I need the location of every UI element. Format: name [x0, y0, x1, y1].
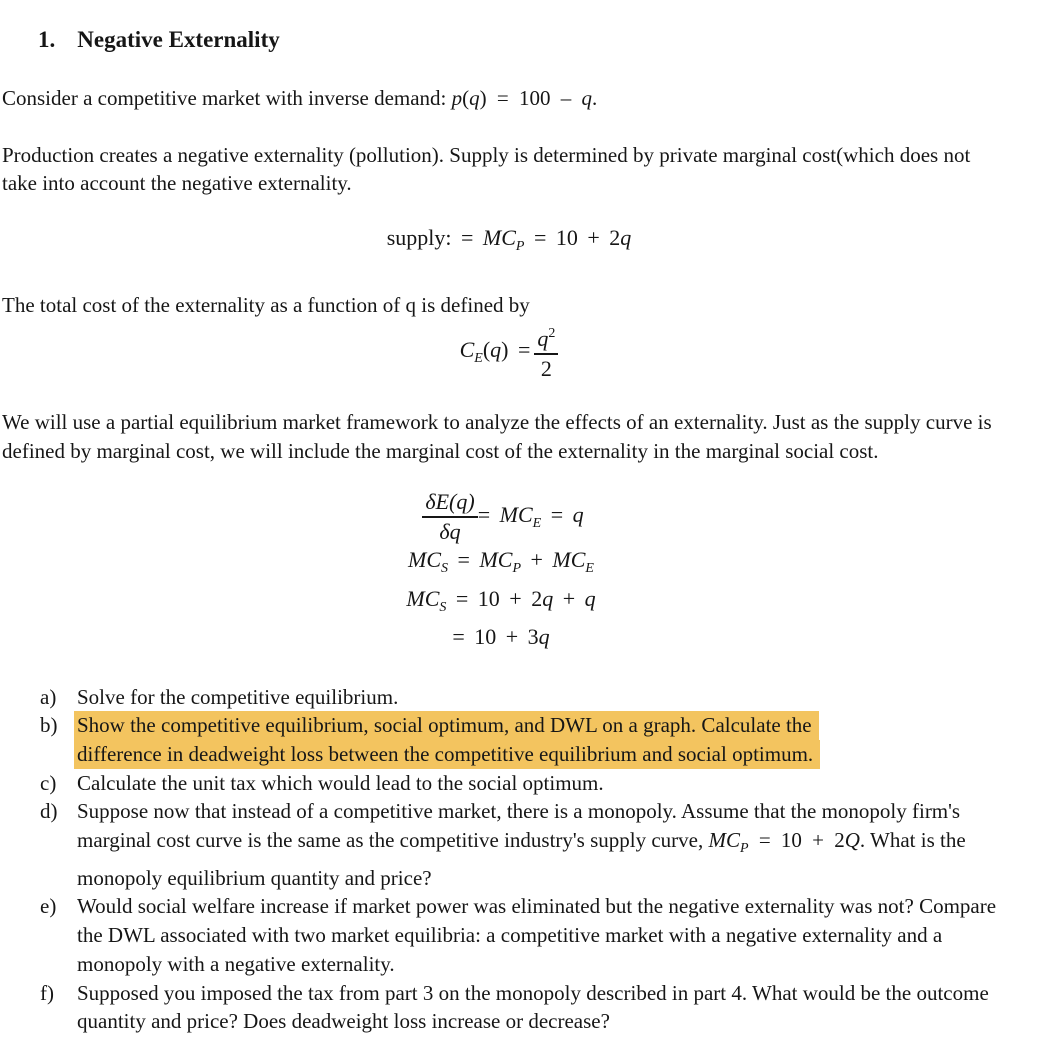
- question-d-tail: . What is the monopoly equilibrium quantity and price?: [77, 827, 966, 890]
- math-plus: +: [553, 585, 585, 611]
- question-e-label: e): [40, 894, 57, 919]
- question-list: [40, 683, 1016, 1036]
- fraction-numerator: [534, 321, 558, 355]
- math-mc: MC: [552, 547, 586, 572]
- question-f-text: Supposed you imposed the tax from part 3 on the monopoly described in part 4. What would be the outcome quantity and price? Does deadweight loss increase or decrease?: [77, 980, 989, 1034]
- question-e-text: Would social welfare increase if market power was eliminated but the negative externality was not? Compare the DWL associated with two market equilibria: a competitive market with a negative externality and a monopoly with a negative externality.: [77, 894, 997, 976]
- equation-block-marginal-social-cost: [0, 489, 1008, 652]
- paragraph-total-cost: The total cost of the externality as a function of q is defined by: [2, 292, 530, 317]
- fraction-denominator: δq: [439, 519, 461, 544]
- math-sub-p: P: [515, 238, 525, 254]
- math-close-paren: ): [501, 336, 509, 362]
- math-equals: =: [508, 336, 531, 362]
- math-exponent: 2: [548, 326, 556, 341]
- math-rhs: = 10 + 2: [748, 827, 845, 852]
- math-rhs: = 10 + 2: [446, 585, 543, 611]
- math-equals: =: [541, 502, 573, 527]
- equation-supply: [2, 222, 1016, 263]
- highlight-text: Show the competitive equilibrium, social optimum, and DWL on a graph. Calculate the: [74, 711, 819, 740]
- math-p: p: [451, 86, 463, 110]
- question-d-label: d): [40, 799, 58, 824]
- equation-externality-cost: [2, 321, 1016, 382]
- math-q: q: [538, 624, 550, 649]
- question-b-text: [77, 711, 1016, 768]
- math-Q: Q: [844, 827, 860, 852]
- math-sub-s: S: [441, 561, 449, 576]
- math-mc: MC: [482, 224, 516, 250]
- math-q: q: [490, 336, 502, 362]
- math-rhs: = 10 + 3: [452, 624, 539, 649]
- math-mc: MC: [479, 547, 513, 572]
- fraction-dE-dq: [422, 489, 477, 545]
- fraction-q-squared-over-2: [534, 321, 558, 382]
- supply-label: supply: =: [386, 224, 483, 250]
- math-q: q: [572, 502, 584, 527]
- math-q: q: [620, 224, 632, 250]
- equation-mce: [0, 489, 1008, 545]
- highlighted-line: [77, 740, 1016, 769]
- supply-rhs: = 10 + 2: [524, 224, 621, 250]
- question-d: [40, 797, 1016, 892]
- math-c: C: [459, 336, 475, 362]
- inverse-demand-text: Consider a competitive market with inverse demand:: [2, 86, 452, 110]
- math-period: .: [591, 86, 598, 110]
- math-demand-rhs: = 100 –: [486, 86, 582, 110]
- equation-mce-rhs: [478, 502, 584, 532]
- question-a-label: a): [40, 684, 57, 709]
- question-d-lead: Suppose now that instead of a competitive market, there is a monopoly. Assume that the monopoly firm's marginal cost curve is the same as the competitive industry's supply curve,: [77, 799, 961, 852]
- math-q2: q: [581, 86, 592, 110]
- math-sub-p: P: [512, 561, 521, 576]
- math-sub-e: E: [585, 561, 594, 576]
- question-f: [40, 979, 1016, 1036]
- math-q: q: [542, 585, 554, 611]
- equation-mcs-definition: [0, 545, 1008, 584]
- equation-mcs-simplified: [0, 622, 1008, 652]
- math-sub-e: E: [474, 350, 483, 366]
- question-c: [40, 769, 1016, 798]
- math-open-paren: (: [482, 336, 491, 362]
- question-c-label: c): [40, 770, 57, 795]
- math-q: q: [469, 86, 480, 110]
- math-equals: =: [477, 502, 500, 527]
- math-q: q: [584, 585, 596, 611]
- section-title: Negative Externality: [77, 27, 280, 52]
- equation-mcs-values: [0, 584, 1008, 623]
- ce-lhs: [460, 337, 531, 367]
- question-c-text: Calculate the unit tax which would lead to the social optimum.: [77, 770, 604, 795]
- section-number: 1.: [38, 27, 56, 52]
- math-mc: MC: [499, 502, 533, 527]
- question-b-label: b): [40, 713, 58, 738]
- question-a: [40, 683, 1016, 712]
- math-open-paren: (: [462, 86, 470, 110]
- fraction-numerator: δE(q): [422, 489, 477, 518]
- fraction-denominator: 2: [540, 356, 552, 381]
- paragraph-framework: We will use a partial equilibrium market framework to analyze the effects of an externality. Just as the supply curve is defined by marginal cost, we will include the marginal cost of the externality in the marginal social cost.: [2, 410, 992, 463]
- math-q: q: [537, 326, 549, 351]
- question-d-text: [77, 797, 1016, 892]
- math-sub-e: E: [532, 516, 542, 531]
- math-plus: +: [521, 547, 553, 572]
- highlighted-line: [77, 711, 1016, 740]
- paragraph-externality: Production creates a negative externality (pollution). Supply is determined by private marginal cost(which does not take into account the negative externality.: [2, 142, 971, 195]
- question-b: [40, 711, 1016, 768]
- highlight-text: difference in deadweight loss between the competitive equilibrium and social optimum.: [74, 740, 820, 769]
- math-equals: =: [448, 547, 480, 572]
- math-mc: MC: [408, 547, 442, 572]
- paragraph-inverse-demand: [2, 84, 1016, 113]
- math-sub-s: S: [439, 599, 447, 615]
- math-mc: MC: [708, 827, 740, 852]
- question-e: [40, 892, 1016, 978]
- question-a-text: Solve for the competitive equilibrium.: [77, 684, 399, 709]
- math-mc: MC: [406, 585, 440, 611]
- math-sub-p: P: [740, 840, 749, 856]
- math-close-paren: ): [479, 86, 487, 110]
- section-heading: [38, 28, 1016, 52]
- question-f-label: f): [40, 980, 54, 1005]
